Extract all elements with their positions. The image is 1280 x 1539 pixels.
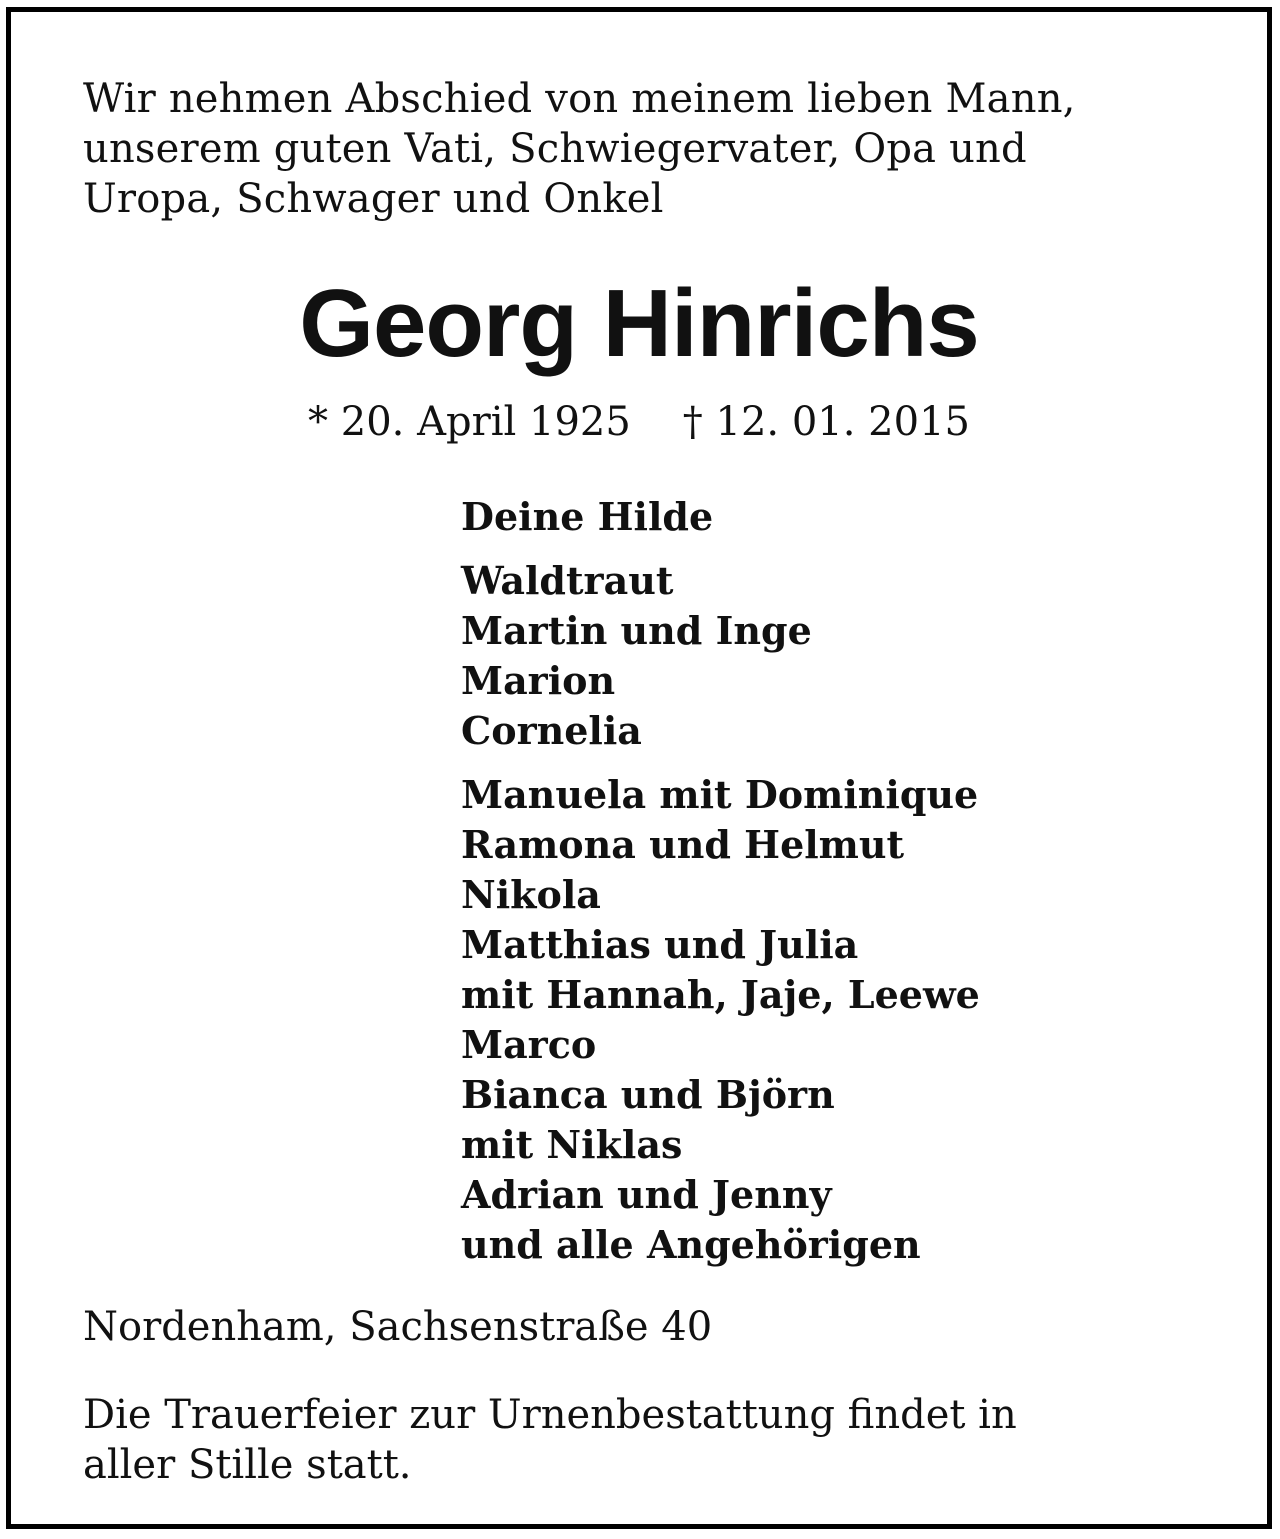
life-dates [11,396,1267,448]
mourner-name: und alle Angehörigen [461,1222,921,1267]
mourner-name: Martin und Inge [461,608,812,653]
family-address: Nordenham, Sachsenstraße 40 [83,1304,713,1350]
mourner-name: Marco [461,1022,597,1067]
mourner-name: Deine Hilde [461,494,714,539]
mourner-name: mit Hannah, Jaje, Leewe [461,972,980,1017]
mourner-name: Manuela mit Dominique [461,772,979,817]
intro-line-1: Wir nehmen Abschied von meinem lieben Mann, [83,76,1076,122]
mourner-name: Adrian und Jenny [461,1172,832,1217]
intro-line-2: unserem guten Vati, Schwiegervater, Opa und [83,126,1027,172]
mourners-group-grandchildren [461,770,1221,1270]
birth-date: * 20. April 1925 [308,399,631,445]
deceased-name: Georg Hinrichs [299,270,979,377]
mourners-list [461,492,1221,1270]
mourners-group-children [461,556,1221,756]
ceremony-line-1: Die Trauerfeier zur Urnenbestattung findet in [83,1392,1017,1438]
mourners-group-spouse [461,492,1221,542]
ceremony-line-2: aller Stille statt. [83,1442,412,1488]
obituary-notice [6,7,1272,1529]
mourner-name: Ramona und Helmut [461,822,905,867]
mourner-name: Bianca und Björn [461,1072,835,1117]
mourner-name: Cornelia [461,708,642,753]
mourner-name: Waldtraut [461,558,674,603]
ceremony-note [83,1390,1207,1490]
mourner-name: Marion [461,658,616,703]
mourner-name: mit Niklas [461,1122,683,1167]
intro-line-3: Uropa, Schwager und Onkel [83,176,664,222]
death-date: † 12. 01. 2015 [682,399,970,445]
mourner-name: Matthias und Julia [461,922,859,967]
mourner-name: Nikola [461,872,601,917]
intro-text [83,74,1207,224]
